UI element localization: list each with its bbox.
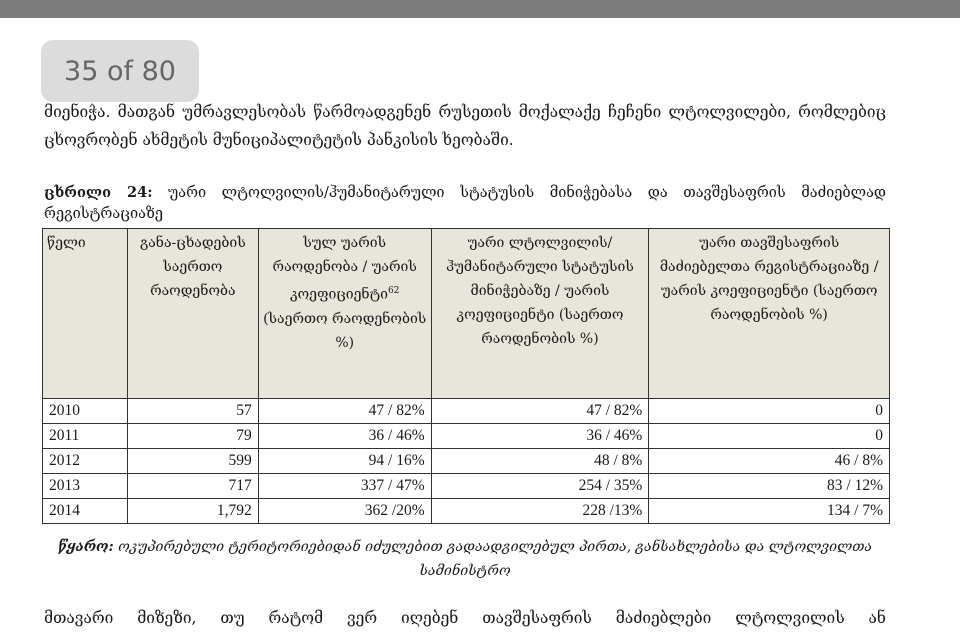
- body-paragraph-bottom: მთავარი მიზეზი, თუ რატომ ვერ იღებენ თავშესაფრის მაძიებლები ლტოლვილის ან: [44, 609, 886, 627]
- cell-status-refusals: 47 / 82%: [431, 399, 649, 424]
- cell-applications: 1,792: [127, 499, 258, 524]
- cell-registration-refusals: 0: [649, 424, 890, 449]
- header-refugee-status-refusals: უარი ლტოლვილის/ჰუმანიტარული სტატუსის მინიჭებაზე / უარის კოეფიციენტი (საერთო რაოდენობის %): [431, 229, 649, 399]
- refusal-statistics-table: [42, 228, 890, 524]
- cell-year: 2010: [43, 399, 128, 424]
- cell-registration-refusals: 46 / 8%: [649, 449, 890, 474]
- table-row: [43, 499, 890, 524]
- table-row: [43, 399, 890, 424]
- header-asylum-registration-refusals: უარი თავშესაფრის მაძიებელთა რეგისტრაციაზე / უარის კოეფიციენტი (საერთო რაოდენობის %): [649, 229, 890, 399]
- table-row: [43, 424, 890, 449]
- cell-status-refusals: 228 /13%: [431, 499, 649, 524]
- header-total-refusals: [258, 229, 431, 399]
- table-row: [43, 474, 890, 499]
- header-total-refusals-pct: (საერთო რაოდენობის %): [263, 310, 427, 351]
- cell-registration-refusals: 0: [649, 399, 890, 424]
- header-year: წელი: [43, 229, 128, 399]
- cell-registration-refusals: 134 / 7%: [649, 499, 890, 524]
- header-total-refusals-text: სულ უარის რაოდენობა / უარის კოეფიციენტი: [272, 235, 417, 303]
- source-label: წყარო:: [57, 539, 114, 555]
- cell-status-refusals: 48 / 8%: [431, 449, 649, 474]
- source-text: ოკუპირებული ტერიტორიებიდან იძულებით გადაადგილებულ პირთა, განსახლებისა და ლტოლვილთა სამინისტრო: [118, 539, 873, 579]
- table-caption-label: ცხრილი 24:: [44, 184, 153, 201]
- cell-registration-refusals: 83 / 12%: [649, 474, 890, 499]
- cell-applications: 717: [127, 474, 258, 499]
- cell-year: 2011: [43, 424, 128, 449]
- cell-status-refusals: 36 / 46%: [431, 424, 649, 449]
- cell-applications: 79: [127, 424, 258, 449]
- cell-total-refusals: 94 / 16%: [258, 449, 431, 474]
- top-toolbar-strip: [0, 0, 960, 18]
- body-paragraph-top: მიენიჭა. მათგან უმრავლესობას წარმოადგენენ რუსეთის მოქალაქე ჩეჩენი ლტოლვილები, რომლებიც ცხოვრობენ ახმეტის მუნიციპალიტეტის პანკისის ხეობაში.: [44, 103, 886, 149]
- cell-year: 2014: [43, 499, 128, 524]
- table-caption-text: უარი ლტოლვილის/ჰუმანიტარული სტატუსის მინიჭებასა და თავშესაფრის მაძიებლად რეგისტრაციაზე: [44, 185, 887, 222]
- cell-total-refusals: 362 /20%: [258, 499, 431, 524]
- cell-status-refusals: 254 / 35%: [431, 474, 649, 499]
- cell-year: 2013: [43, 474, 128, 499]
- header-total-applications: განა-ცხადების საერთო რაოდენობა: [127, 229, 258, 399]
- table-header-row: [43, 229, 890, 399]
- page-indicator: 35 of 80: [41, 40, 199, 102]
- table-source: [44, 535, 886, 583]
- footnote-ref: 62: [387, 286, 400, 296]
- cell-applications: 599: [127, 449, 258, 474]
- table-caption: [44, 182, 886, 225]
- cell-total-refusals: 337 / 47%: [258, 474, 431, 499]
- cell-year: 2012: [43, 449, 128, 474]
- cell-total-refusals: 47 / 82%: [258, 399, 431, 424]
- cell-applications: 57: [127, 399, 258, 424]
- cell-total-refusals: 36 / 46%: [258, 424, 431, 449]
- table-row: [43, 449, 890, 474]
